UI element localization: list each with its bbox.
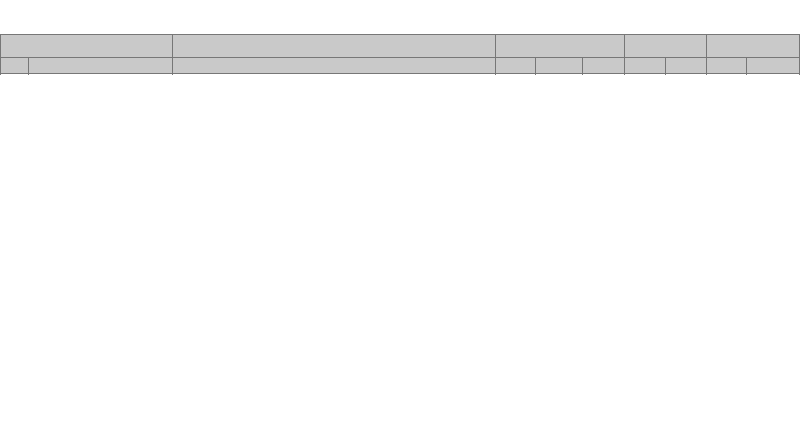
header-avg[interactable] [495, 58, 536, 74]
header-std-time[interactable] [625, 58, 666, 74]
header-workers[interactable] [666, 58, 707, 74]
doc-no-cell[interactable] [625, 35, 706, 58]
header-allowance[interactable] [582, 58, 625, 74]
header-diff[interactable] [747, 58, 800, 74]
header-line-time[interactable] [706, 58, 747, 74]
header-content[interactable] [29, 58, 173, 74]
version-cell[interactable] [706, 35, 799, 58]
header-eval[interactable] [536, 58, 583, 74]
header-time-measure[interactable] [173, 58, 495, 74]
standard-time-table [0, 0, 800, 74]
measure-date-cell[interactable] [495, 35, 625, 58]
header-station[interactable] [1, 58, 29, 74]
maker-cell[interactable] [173, 35, 495, 58]
title-blank [1, 0, 173, 35]
page-title [173, 0, 800, 35]
process-cell[interactable] [1, 35, 173, 58]
